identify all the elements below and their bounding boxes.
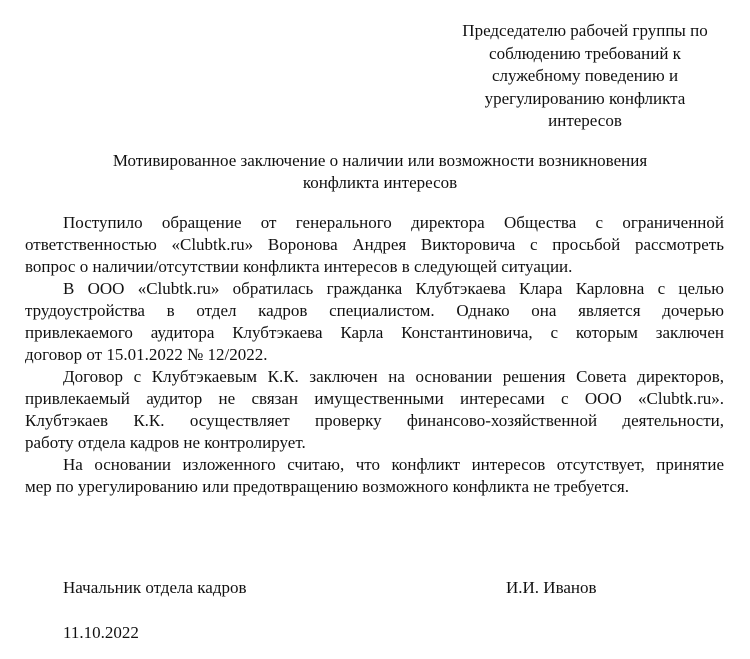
paragraph-2-line: трудоустройства в отдел кадров специалистом. Однако она является дочерью: [25, 301, 724, 320]
addressee-block: [440, 20, 730, 133]
paragraph-3-line: Договор с Клубтэкаевым К.К. заключен на основании решения Совета директоров,: [63, 367, 724, 386]
addressee-line: Председателю рабочей группы по: [462, 21, 708, 40]
document-title: [40, 150, 720, 194]
paragraph-2-line: привлекаемого аудитора Клубтэкаева Карла Константиновича, с которым заключен: [25, 323, 724, 342]
addressee-line: служебному поведению и: [491, 66, 679, 85]
paragraph-1-line: вопрос о наличии/отсутствии конфликта интересов в следующей ситуации.: [25, 257, 573, 276]
paragraph-4-line: На основании изложенного считаю, что конфликт интересов отсутствует, принятие: [63, 455, 724, 474]
paragraph-3-line: Клубтэкаев К.К. осуществляет проверку финансово-хозяйственной деятельности,: [25, 411, 724, 430]
addressee-line: урегулированию конфликта: [484, 88, 686, 108]
signer-position: Начальник отдела кадров: [63, 578, 247, 597]
addressee-line: интересов: [548, 111, 622, 130]
addressee-line: соблюдению требований к: [489, 43, 681, 63]
paragraph-3-line: работу отдела кадров не контролирует.: [25, 433, 306, 452]
document-date: 11.10.2022: [63, 623, 139, 642]
paragraph-4-line: мер по урегулированию или предотвращению возможного конфликта не требуется.: [25, 477, 629, 496]
paragraph-2-line: договор от 15.01.2022 № 12/2022.: [25, 345, 268, 364]
paragraph-2-line: В ООО «Clubtk.ru» обратилась гражданка Клубтэкаева Клара Карловна с целью: [63, 279, 724, 298]
paragraph-3-line: привлекаемый аудитор не связан имущественными интересами с ООО «Clubtk.ru».: [25, 389, 724, 408]
signer-name: И.И. Иванов: [506, 578, 597, 597]
title-line: конфликта интересов: [302, 173, 458, 192]
paragraph-1-line: Поступило обращение от генерального директора Общества с ограниченной: [63, 213, 724, 232]
title-line: Мотивированное заключение о наличии или возможности возникновения: [112, 151, 648, 170]
paragraph-1-line: ответственностью «Clubtk.ru» Воронова Андрея Викторовича с просьбой рассмотреть: [25, 235, 724, 254]
